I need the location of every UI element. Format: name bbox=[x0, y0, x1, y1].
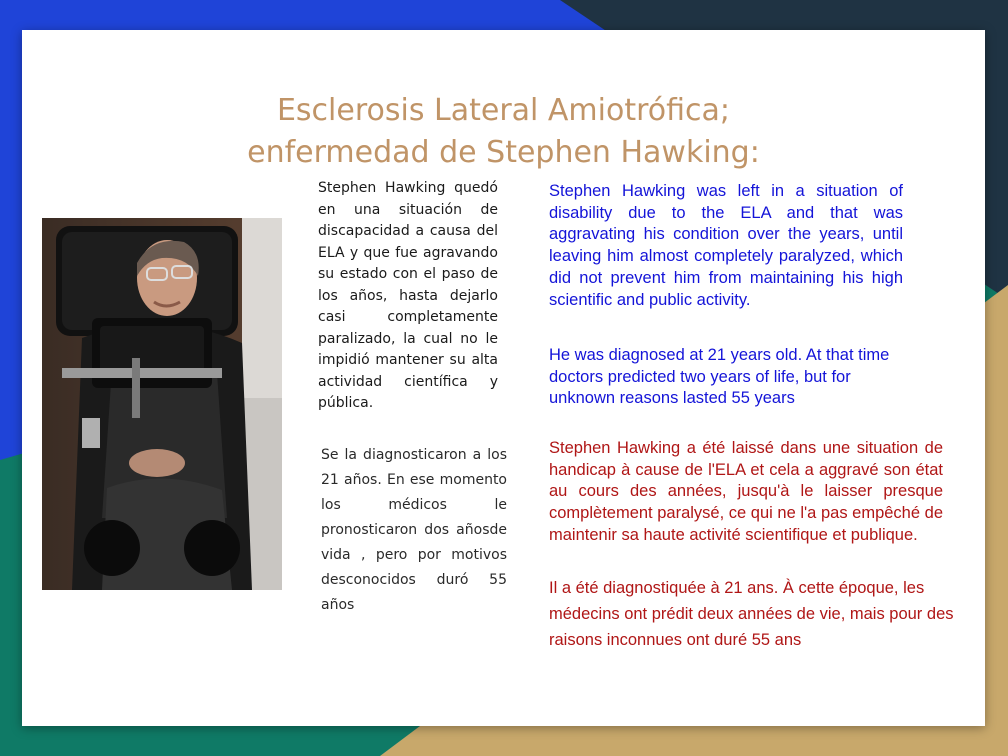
title-line-2: enfermedad de Stephen Hawking: bbox=[247, 135, 760, 171]
spanish-paragraph-1: Stephen Hawking quedó en una situación de discapacidad a causa del ELA y que fue agravando su estado con el paso de los años, hasta dejarlo casi completamente paralizado, la cual no le impidió mantener su alta actividad científica y pública. bbox=[318, 180, 498, 411]
slide bbox=[22, 30, 985, 726]
slide-title bbox=[22, 90, 985, 174]
french-paragraph-2: Il a été diagnostiquée à 21 ans. À cette époque, les médecins ont prédit deux années de vie, mais pour des raisons inconnues ont duré 55 ans bbox=[549, 579, 954, 649]
spanish-paragraph-2: Se la diagnosticaron a los 21 años. En ese momento los médicos le pronosticaron dos añosde vida , pero por motivos desconocidos duró 55 años bbox=[321, 447, 507, 613]
stephen-hawking-photo bbox=[42, 218, 282, 590]
title-line-1: Esclerosis Lateral Amiotrófica; bbox=[276, 93, 731, 129]
english-paragraph-2: He was diagnosed at 21 years old. At that time doctors predicted two years of life, but for unknown reasons lasted 55 years bbox=[549, 346, 890, 408]
person-in-wheelchair-photo-icon bbox=[42, 218, 282, 590]
french-paragraph-1: Stephen Hawking a été laissé dans une situation de handicap à cause de l'ELA et cela a aggravé son état au cours des années, jusqu'à le laisser presque complètement paralysé, ce qui ne l'a pas empêché de maintenir sa haute activité scientifique et publique. bbox=[549, 439, 943, 544]
english-paragraph-1: Stephen Hawking was left in a situation of disability due to the ELA and that was aggravating his condition over the years, until leaving him almost completely paralyzed, which did not prevent him from maintaining his high scientific and public activity. bbox=[549, 182, 903, 309]
